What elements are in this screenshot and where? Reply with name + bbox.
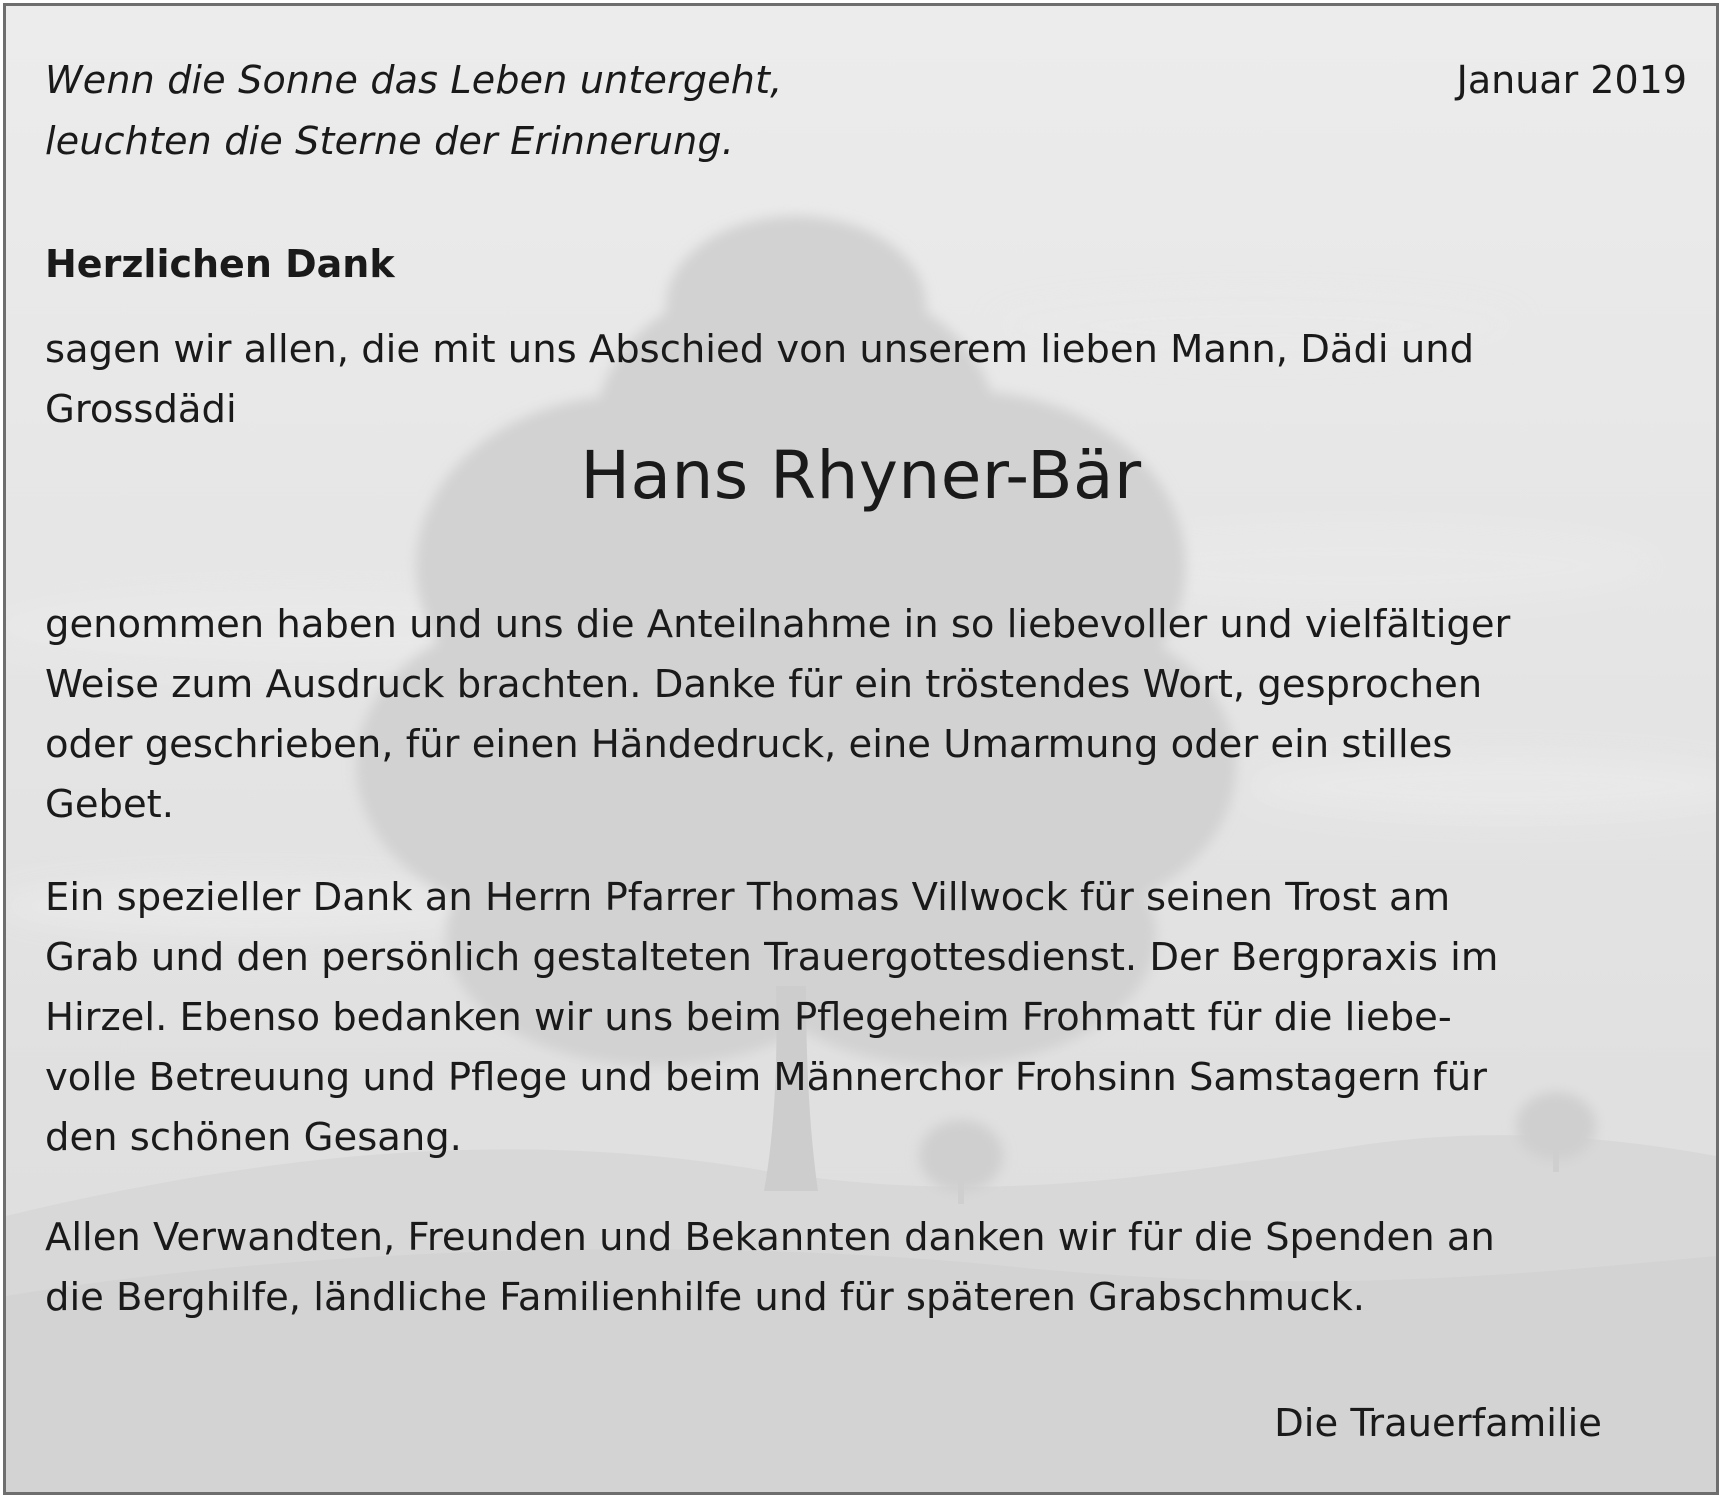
thanks-heading: Herzlichen Dank [45,242,395,286]
text-line: oder geschrieben, für einen Händedruck, eine Umarmung oder ein stilles [45,722,1453,767]
page-margin [1719,0,1724,1500]
text-line: Hirzel. Ebenso bedanken wir uns beim Pflegeheim Frohmatt für die liebe- [45,995,1452,1040]
notice-date: Januar 2019 [1456,58,1687,102]
text-line: Grossdädi [45,387,237,432]
obituary-notice [3,3,1719,1495]
text-line: genommen haben und uns die Anteilnahme in so liebevoller und vielfältiger [45,602,1511,647]
text-line: die Berghilfe, ländliche Familienhilfe und für späteren Grabschmuck. [45,1275,1366,1320]
text-line: sagen wir allen, die mit uns Abschied von unserem lieben Mann, Dädi und [45,327,1475,372]
intro-paragraph [45,320,1685,440]
text-line: Gebet. [45,782,174,827]
motto-line: Wenn die Sonne das Leben untergeht, [45,58,783,102]
motto-line: leuchten die Sterne der Erinnerung. [45,119,735,163]
text-line: Allen Verwandten, Freunden und Bekannten danken wir für die Spenden an [45,1215,1495,1260]
signature: Die Trauerfamilie [1274,1401,1602,1446]
text-line: Grab und den persönlich gestalteten Trauergottesdienst. Der Bergpraxis im [45,935,1499,980]
thanks-paragraph-3 [45,1208,1685,1328]
thanks-paragraph-2 [45,868,1685,1168]
text-line: den schönen Gesang. [45,1115,462,1160]
deceased-name-text: Hans Rhyner-Bär [580,437,1142,514]
thanks-paragraph-1 [45,595,1685,835]
deceased-name [6,436,1716,516]
text-line: volle Betreuung und Pflege und beim Männerchor Frohsinn Samstagern für [45,1055,1487,1100]
motto-quote [45,50,782,172]
notice-text [6,6,1716,1492]
text-line: Ein spezieller Dank an Herrn Pfarrer Thomas Villwock für seinen Trost am [45,875,1451,920]
text-line: Weise zum Ausdruck brachten. Danke für ein tröstendes Wort, gesprochen [45,662,1483,707]
